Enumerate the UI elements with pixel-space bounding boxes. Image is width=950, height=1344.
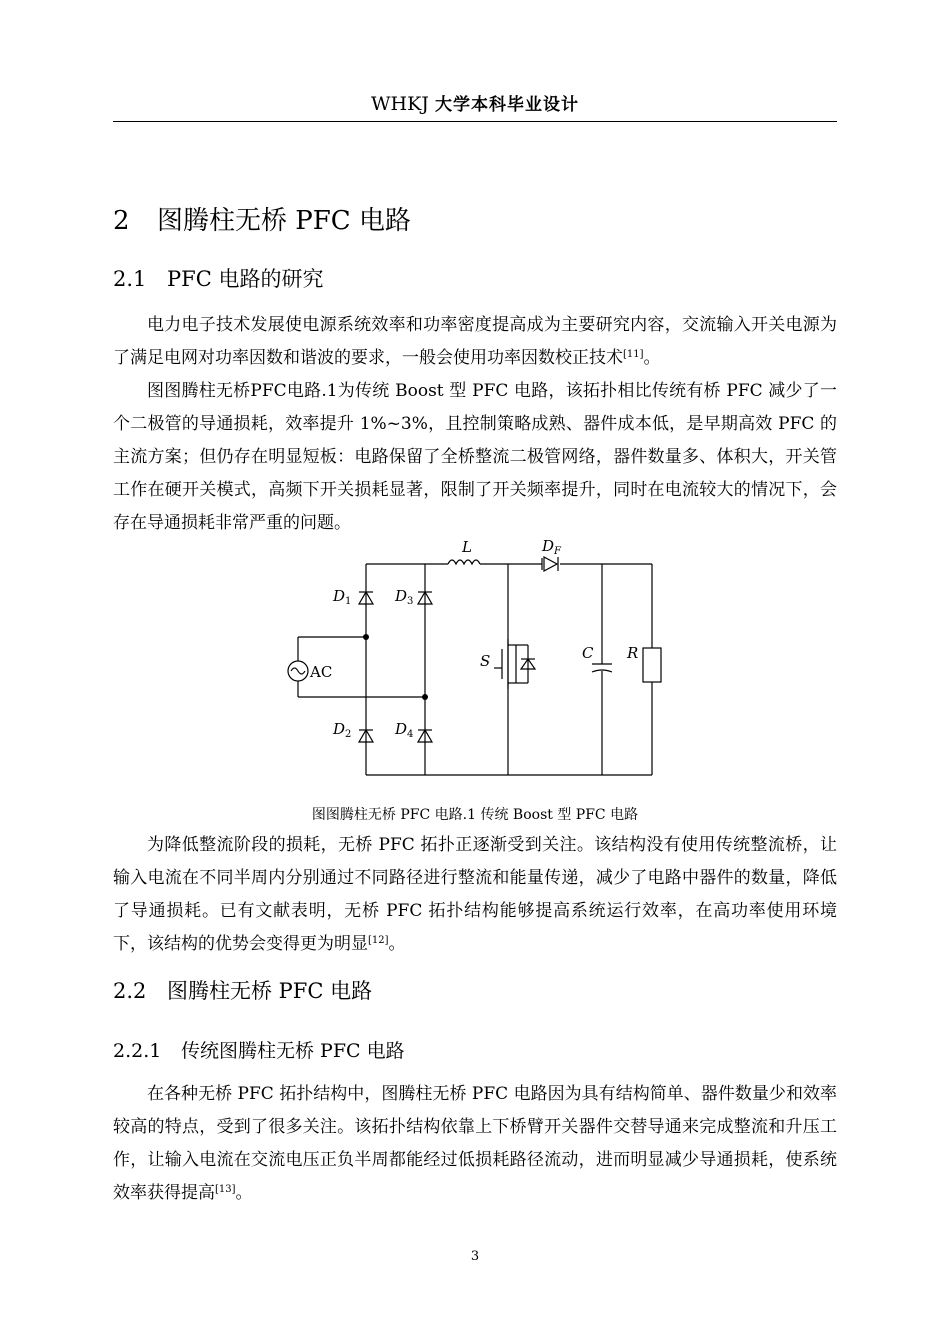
section-heading-2-2 [113, 975, 372, 1005]
label-diode-f: $D_F$ [542, 538, 561, 557]
label-d2: $D_2$ [333, 720, 352, 740]
page-header [113, 90, 837, 115]
header-latin: WHKJ [371, 93, 429, 115]
circuit-figure [280, 538, 680, 788]
label-resistor: R [627, 644, 639, 662]
figure-caption: 图图腾柱无桥 PFC 电路.1 传统 Boost 型 PFC 电路 [311, 807, 639, 823]
punctuation: 。 [643, 348, 661, 368]
label-capacitor: C [582, 644, 594, 662]
paragraph-intro [113, 309, 837, 540]
punctuation: 。 [388, 934, 406, 954]
section-number: 2.1 [113, 267, 147, 291]
section-title: 图腾柱无桥 PFC 电路 [167, 979, 373, 1003]
section-title: PFC 电路的研究 [167, 267, 324, 291]
citation: [12] [368, 935, 389, 946]
citation: [13] [215, 1184, 236, 1195]
label-d3: $D_3$ [395, 587, 414, 607]
page-number: 3 [470, 1249, 480, 1264]
subsection-number: 2.2.1 [113, 1040, 162, 1062]
paragraph-boost: 图图腾柱无桥PFC电路.1为传统 Boost 型 PFC 电路，该拓扑相比传统有桥 PFC 减少了一个二极管的导通损耗，效率提升 1%~3%，且控制策略成熟、器件成本低，是早期高效 PFC 的主流方案；但仍存在明显短板：电路保留了全桥整流二极管网络，器件数量多、体积大，开关管工作在硬开关模式，高频下开关损耗显著，限制了开关频率提升，同时在电流较大的情况下，会存在导通损耗非常严重的问题。 [113, 381, 837, 533]
section-heading-2-1 [113, 263, 323, 293]
paragraph-text: 为降低整流阶段的损耗，无桥 PFC 拓扑正逐渐受到关注。该结构没有使用传统整流桥，让输入电流在不同半周内分别通过不同路径进行整流和能量传递，减少了电路中器件的数量，降低了导通损耗。已有文献表明，无桥 PFC 拓扑结构能够提高系统运行效率，在高功率使用环境下，该结构的优势会变得更为明显 [113, 835, 837, 954]
label-switch: S [480, 652, 491, 670]
subsection-title: 传统图腾柱无桥 PFC 电路 [181, 1040, 405, 1062]
paragraph-text: 电力电子技术发展使电源系统效率和功率密度提高成为主要研究内容，交流输入开关电源为了满足电网对功率因数和谐波的要求，一般会使用功率因数校正技术 [113, 315, 837, 368]
paragraph-bridgeless [113, 829, 837, 961]
header-rule [113, 121, 837, 122]
paragraph-totem-pole [113, 1078, 837, 1210]
section-number: 2.2 [113, 979, 147, 1003]
label-inductor: L [462, 538, 472, 556]
subsection-heading-2-2-1 [113, 1036, 405, 1063]
chapter-title: 图腾柱无桥 PFC 电路 [157, 206, 411, 236]
punctuation: 。 [235, 1183, 253, 1203]
header-title: 大学本科毕业设计 [434, 95, 579, 115]
label-d4: $D_4$ [395, 720, 414, 740]
boost-pfc-schematic [280, 538, 680, 788]
chapter-number: 2 [113, 206, 130, 236]
paragraph-text: 在各种无桥 PFC 拓扑结构中，图腾柱无桥 PFC 电路因为具有结构简单、器件数量少和效率较高的特点，受到了很多关注。该拓扑结构依靠上下桥臂开关器件交替导通来完成整流和升压工作，让输入电流在交流电压正负半周都能经过低损耗路径流动，进而明显减少导通损耗，使系统效率获得提高 [113, 1084, 837, 1203]
label-ac-source: AC [310, 663, 333, 681]
label-d1: $D_1$ [333, 587, 352, 607]
citation: [11] [623, 349, 644, 360]
chapter-heading [113, 200, 411, 237]
